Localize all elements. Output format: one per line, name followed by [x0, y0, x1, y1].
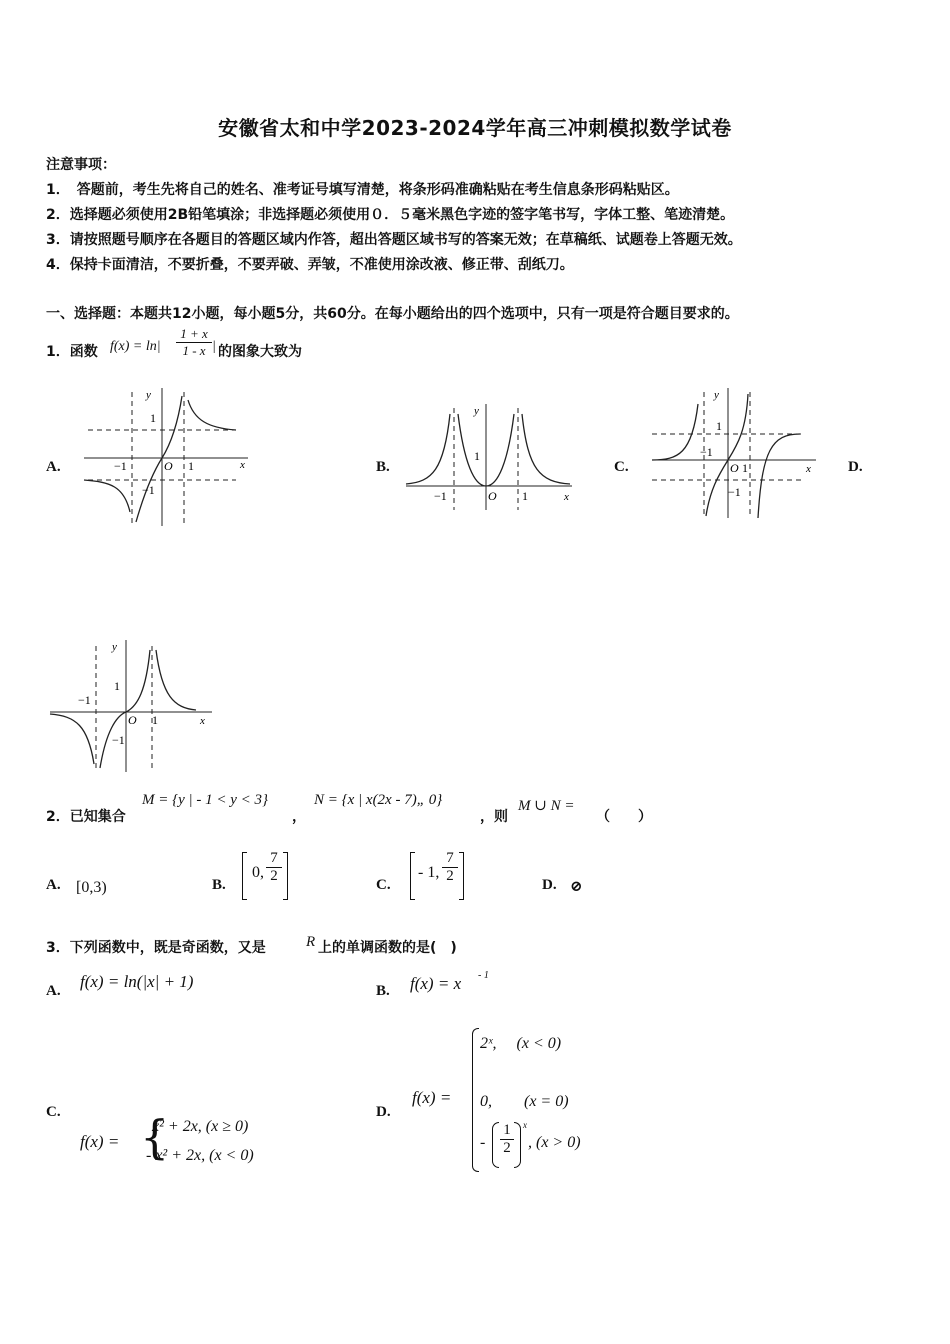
q3-option-d-line2: 0, (x = 0) — [480, 1093, 569, 1110]
q1-option-b-label: B. — [376, 459, 390, 475]
graph-d-tick-1: 1 — [114, 679, 120, 693]
graph-d-x-label: x — [200, 715, 205, 727]
q2-option-b-label: B. — [212, 877, 226, 893]
graph-c-tick-yneg1: −1 — [728, 485, 741, 499]
graph-d-y-label: y — [112, 641, 117, 653]
q2-option-c-frac-den: 2 — [446, 868, 454, 884]
q3-option-b-label: B. — [376, 983, 390, 999]
q1-graph-d — [48, 636, 216, 776]
q3-option-d-frac-den: 2 — [503, 1140, 511, 1156]
q2-prefix: 2．已知集合 — [46, 809, 126, 825]
q1-frac-num: 1 + x — [176, 326, 212, 343]
q2-option-b-bracket-right — [283, 852, 288, 900]
q2-set-m: M = {y | - 1 < y < 3} — [142, 792, 269, 808]
graph-a-x-label: x — [240, 459, 245, 471]
q3-option-d-brace — [472, 1028, 479, 1172]
q3-option-d-label: D. — [376, 1104, 391, 1120]
q3-option-c-line1: x² + 2x, (x ≥ 0) — [152, 1118, 249, 1135]
graph-b-tick-1: 1 — [474, 449, 480, 463]
q1-option-d-label: D. — [848, 459, 863, 475]
graph-c-tick-x1: 1 — [742, 461, 748, 475]
q2-option-b-text: 0, — [252, 864, 264, 881]
q3-option-d-line3-minus: - — [480, 1134, 486, 1151]
q3-option-d-paren-left — [492, 1122, 499, 1168]
graph-b-x-label: x — [564, 491, 569, 503]
notice-item-3: 3．请按照题号顺序在各题目的答题区域内作答，超出答题区域书写的答案无效；在草稿纸、试题卷上答题无效。 — [46, 232, 742, 248]
q1-prefix: 1．函数 — [46, 344, 98, 360]
q2-option-c-bracket-right — [459, 852, 464, 900]
graph-c-tick-xneg1: −1 — [700, 445, 713, 459]
q3-option-d-fraction — [500, 1122, 514, 1157]
q2-set-n: N = {x | x(2x - 7)„ 0} — [314, 792, 443, 808]
q1-graph-b — [404, 400, 576, 514]
q3-option-a-label: A. — [46, 983, 61, 999]
graph-a-tick-yneg1: −1 — [142, 483, 155, 497]
graph-c-x-label: x — [806, 463, 811, 475]
notice-item-1: 1． 答题前，考生先将自己的姓名、准考证号填写清楚，将条形码准确粘贴在考生信息条形码粘贴区。 — [46, 182, 679, 198]
q1-option-a-label: A. — [46, 459, 61, 475]
q1-suffix: 的图象大致为 — [218, 344, 302, 360]
graph-d-tick-xneg1: −1 — [78, 693, 91, 707]
q3-option-d-lhs: f(x) = — [412, 1088, 452, 1107]
q3-prefix: 3．下列函数中，既是奇函数，又是 — [46, 940, 266, 956]
q2-union: M ∪ N = — [518, 798, 575, 814]
q1-frac-den: 1 - x — [182, 343, 206, 358]
graph-a-tick-1: 1 — [150, 411, 156, 425]
q2-option-c-bracket-left — [410, 852, 415, 900]
q3-suffix: 上的单调函数的是( ) — [318, 940, 457, 956]
graph-b-tick-xneg1: −1 — [434, 489, 447, 503]
q3-option-c-brace: { — [140, 1110, 170, 1164]
q3-option-c-lhs: f(x) = — [80, 1132, 120, 1151]
graph-d-origin: O — [128, 713, 137, 727]
q3-option-a-text: f(x) = ln(|x| + 1) — [80, 972, 194, 991]
q2-option-c-label: C. — [376, 877, 391, 893]
page-title: 安徽省太和中学2023-2024学年高三冲刺模拟数学试卷 — [218, 116, 732, 140]
q1-option-c-label: C. — [614, 459, 629, 475]
q2-comma: ， — [292, 809, 306, 825]
q2-then: ，则 — [480, 809, 508, 825]
q3-option-c-label: C. — [46, 1104, 61, 1120]
q2-option-b-bracket-left — [242, 852, 247, 900]
q1-func: f(x) = ln| — [110, 339, 161, 354]
graph-c-origin: O — [730, 461, 739, 475]
graph-a-origin: O — [164, 459, 173, 473]
graph-d-tick-x1: 1 — [152, 713, 158, 727]
q2-option-b-frac-den: 2 — [270, 868, 278, 884]
q2-option-c-frac-num: 7 — [442, 850, 458, 868]
q3-option-b-sup: - 1 — [478, 970, 489, 981]
graph-a-y-label: y — [146, 389, 151, 401]
graph-b-y-label: y — [474, 405, 479, 417]
graph-d-tick-yneg1: −1 — [112, 733, 125, 747]
q3-option-d-paren-right — [514, 1122, 521, 1168]
q3-option-c-line2: - x² + 2x, (x < 0) — [146, 1147, 254, 1164]
q1-graph-c — [648, 384, 820, 522]
q3-option-d-sup: x — [523, 1120, 527, 1130]
graph-b-origin: O — [488, 489, 497, 503]
q1-fraction — [176, 326, 212, 359]
q3-option-b-text: f(x) = x — [410, 974, 462, 993]
graph-c-y-label: y — [714, 389, 719, 401]
graph-a-tick-xneg1: −1 — [114, 459, 127, 473]
q2-option-a-text: [0,3) — [76, 879, 107, 896]
graph-b-tick-x1: 1 — [522, 489, 528, 503]
q3-option-d-line1: 2ˣ, (x < 0) — [480, 1035, 562, 1052]
notice-item-4: 4．保持卡面清洁，不要折叠，不要弄破、弄皱，不准使用涂改液、修正带、刮纸刀。 — [46, 257, 574, 273]
graph-c-tick-1: 1 — [716, 419, 722, 433]
q3-option-d-line3: , (x > 0) — [528, 1134, 581, 1151]
q2-option-a-label: A. — [46, 877, 61, 893]
q1-graph-a — [80, 384, 252, 530]
q1-func-close: | — [212, 339, 216, 354]
q2-option-d-label: D. — [542, 877, 557, 893]
q3-option-d-frac-num: 1 — [500, 1122, 514, 1140]
q3-r: R — [306, 934, 316, 950]
q2-option-c-text: - 1, — [418, 864, 440, 881]
q2-option-b-fraction — [266, 850, 282, 885]
q2-option-d-text: ⊘ — [570, 879, 583, 895]
q2-option-b-frac-num: 7 — [266, 850, 282, 868]
notice-item-2: 2．选择题必须使用2B铅笔填涂；非选择题必须使用０．５毫米黑色字迹的签字笔书写，字体工整、笔迹清楚。 — [46, 207, 735, 223]
graph-a-tick-x1: 1 — [188, 459, 194, 473]
section-heading: 一、选择题：本题共12小题，每小题5分，共60分。在每小题给出的四个选项中，只有一项是符合题目要求的。 — [46, 306, 739, 322]
notice-heading: 注意事项： — [46, 157, 116, 173]
q2-paren: （ ） — [596, 809, 652, 825]
q2-option-c-fraction — [442, 850, 458, 885]
